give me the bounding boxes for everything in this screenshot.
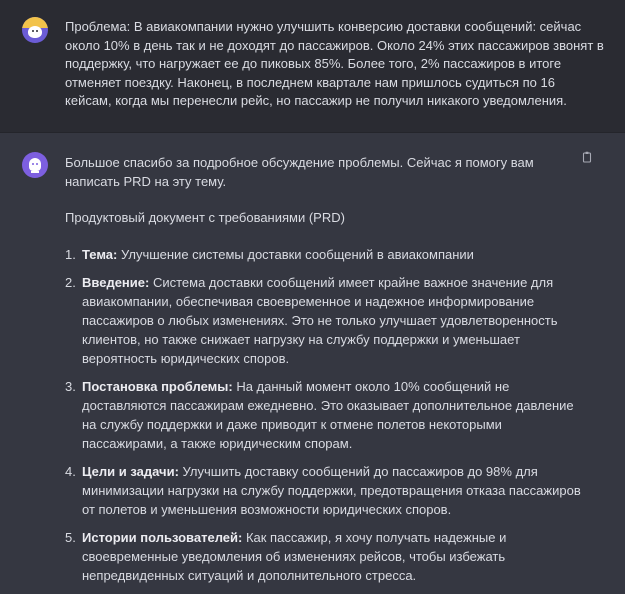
list-item: 1. Тема: Улучшение системы доставки сообщений в авиакомпании (65, 247, 474, 262)
user-message-block (0, 0, 625, 133)
assistant-intro-text: Большое спасибо за подробное обсуждение проблемы. Сейчас я помогу вам написать PRD на эту тему. (65, 155, 534, 189)
copy-icon[interactable] (582, 151, 592, 163)
list-item: 3. Постановка проблемы: На данный момент около 10% сообщений не доставляются пассажирам ежедневно. Это оказывает дополнительное давление на службу поддержки и даже приводит к отмене полетов некоторыми пассажирами, а также юридическим спорам. (65, 379, 574, 451)
user-message-text: Проблема: В авиакомпании нужно улучшить конверсию доставки сообщений: сейчас около 10% в день так и не доходят до пассажиров. Около 24% этих пассажиров звонят в поддержку, что нагружает ее до пиковых 85%. Более того, 2% пассажиров в итоге отменяет поездку. Наконец, в последнем квартале нам пришлось судиться по 16 кейсам, когда мы перенесли рейс, но пассажир не получил никакого уведомления. (65, 19, 604, 108)
prd-section-list (65, 245, 585, 594)
list-item: 4. Цели и задачи: Улучшить доставку сообщений до пассажиров до 98% для минимизации нагрузки на службу поддержки, предотвращения отказа пассажиров от полетов и уменьшения возможности юридических споров. (65, 464, 581, 517)
user-avatar-icon (22, 17, 48, 43)
list-item: 5. Истории пользователей: Как пассажир, я хочу получать надежные и своевременные уведомления об изменениях рейсов, чтобы избежать непредвиденных ситуаций и дополнительного стресса. (65, 530, 507, 583)
list-item: 2. Введение: Система доставки сообщений имеет крайне важное значение для авиакомпании, обеспечивая своевременное и надежное информирование пассажиров о любых изменениях. Это не только улучшает удовлетворенность клиентов, но также снижает нагрузку на службу поддержки и уменьшает вероятность юридических споров. (65, 275, 558, 366)
bot-avatar-icon (22, 152, 48, 178)
prd-title: Продуктовый документ с требованиями (PRD) (65, 210, 345, 225)
